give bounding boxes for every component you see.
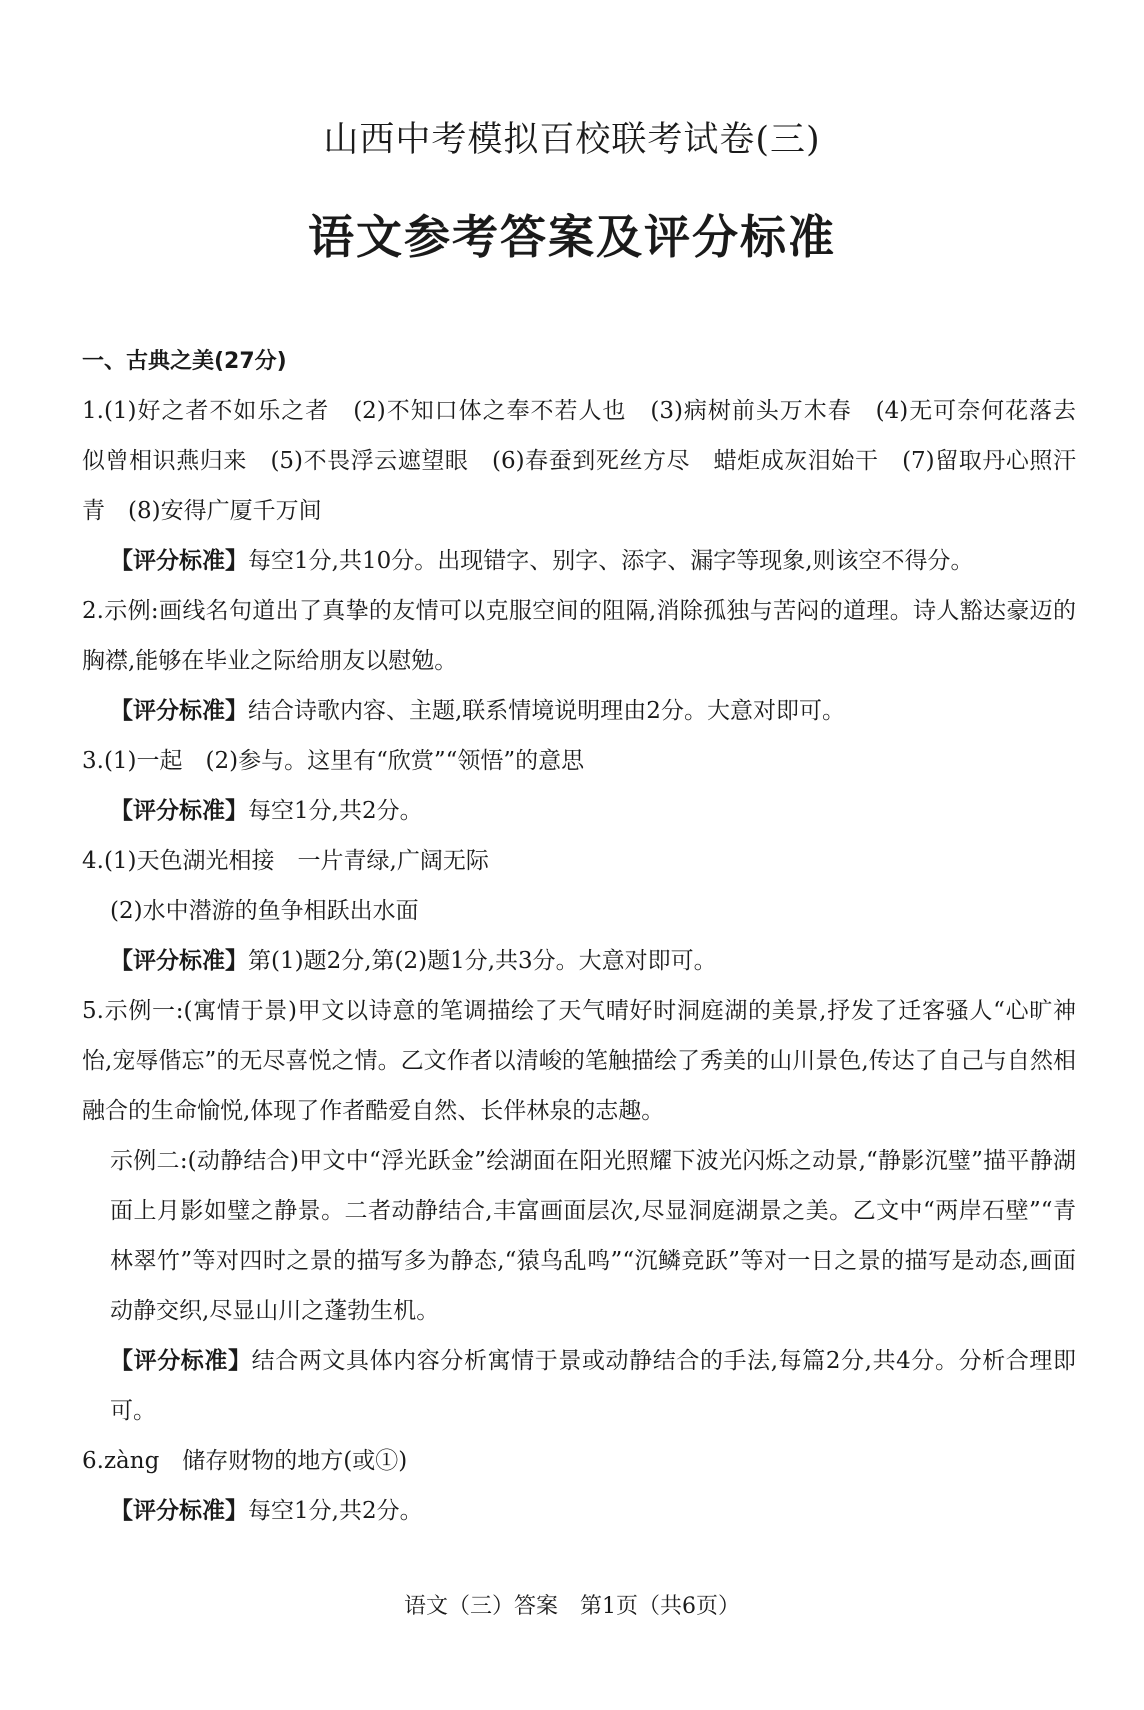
scoring-text: 每空1分,共2分。	[248, 1498, 423, 1524]
exam-title: 山西中考模拟百校联考试卷(三)	[323, 120, 821, 160]
scoring-text: 结合两文具体内容分析寓情于景或动静结合的手法,每篇2分,共4分。分析合理即可。	[110, 1348, 1077, 1424]
question-6-answer: 6.zàng 储存财物的地方(或①)	[82, 1448, 408, 1474]
question-5-scoring	[82, 1336, 1076, 1436]
scoring-label: 【评分标准】	[110, 698, 248, 724]
scoring-text: 每空1分,共2分。	[248, 798, 423, 824]
scoring-label: 【评分标准】	[110, 548, 248, 574]
question-1-scoring	[82, 536, 1076, 586]
question-3-answer: 3.(1)一起 (2)参与。这里有“欣赏”“领悟”的意思	[82, 748, 585, 774]
question-1	[82, 386, 1099, 586]
question-5-example-2: 示例二:(动静结合)甲文中“浮光跃金”绘湖面在阳光照耀下波光闪烁之动景,“静影沉璧”描平静湖面上月影如璧之静景。二者动静结合,丰富画面层次,尽显洞庭湖景之美。乙文中“两岸石壁”“青林翠竹”等对四时之景的描写多为静态,“猿鸟乱鸣”“沉鳞竞跃”等对一日之景的描写是动态,画面动静交织,尽显山川之蓬勃生机。	[110, 1148, 1076, 1324]
scoring-text: 第(1)题2分,第(2)题1分,共3分。大意对即可。	[248, 948, 717, 974]
question-5	[82, 986, 1076, 1436]
question-5-example-1: 5.示例一:(寓情于景)甲文以诗意的笔调描绘了天气晴好时洞庭湖的美景,抒发了迁客骚人“心旷神怡,宠辱偕忘”的无尽喜悦之情。乙文作者以清峻的笔触描绘了秀美的山川景色,传达了自己与自然相融合的生命愉悦,体现了作者酷爱自然、长伴林泉的志趣。	[82, 998, 1076, 1124]
question-4	[82, 836, 1076, 986]
page-footer: 语文（三）答案 第1页（共6页）	[404, 1594, 740, 1619]
answer-content	[82, 340, 1099, 1536]
question-2	[82, 586, 1076, 736]
document-title: 语文参考答案及评分标准	[308, 210, 836, 264]
question-3-scoring	[82, 786, 1076, 836]
scoring-text: 每空1分,共10分。出现错字、别字、添字、漏字等现象,则该空不得分。	[248, 548, 974, 574]
scoring-label: 【评分标准】	[110, 1348, 252, 1374]
question-4-scoring	[82, 936, 1076, 986]
scoring-label: 【评分标准】	[110, 948, 248, 974]
scoring-text: 结合诗歌内容、主题,联系情境说明理由2分。大意对即可。	[248, 698, 845, 724]
question-2-scoring	[82, 686, 1076, 736]
question-3	[82, 736, 1076, 836]
section-heading-classical: 一、古典之美(27分)	[82, 349, 287, 374]
question-2-answer: 2.示例:画线名句道出了真挚的友情可以克服空间的阻隔,消除孤独与苦闷的道理。诗人豁达豪迈的胸襟,能够在毕业之际给朋友以慰勉。	[82, 598, 1076, 674]
scoring-label: 【评分标准】	[110, 1498, 248, 1524]
question-4-answer-part1: 4.(1)天色湖光相接 一片青绿,广阔无际	[82, 848, 489, 874]
question-1-answer: 1.(1)好之者不如乐之者 (2)不知口体之奉不若人也 (3)病树前头万木春 (4)无可奈何花落去 似曾相识燕归来 (5)不畏浮云遮望眼 (6)春蚕到死丝方尽 蜡炬成灰泪始干 (7)留取丹心照汗青 (8)安得广厦千万间	[82, 398, 1099, 524]
scoring-label: 【评分标准】	[110, 798, 248, 824]
question-6-scoring	[82, 1486, 1076, 1536]
question-6	[82, 1436, 1076, 1536]
question-4-answer-part2: (2)水中潜游的鱼争相跃出水面	[110, 898, 419, 924]
